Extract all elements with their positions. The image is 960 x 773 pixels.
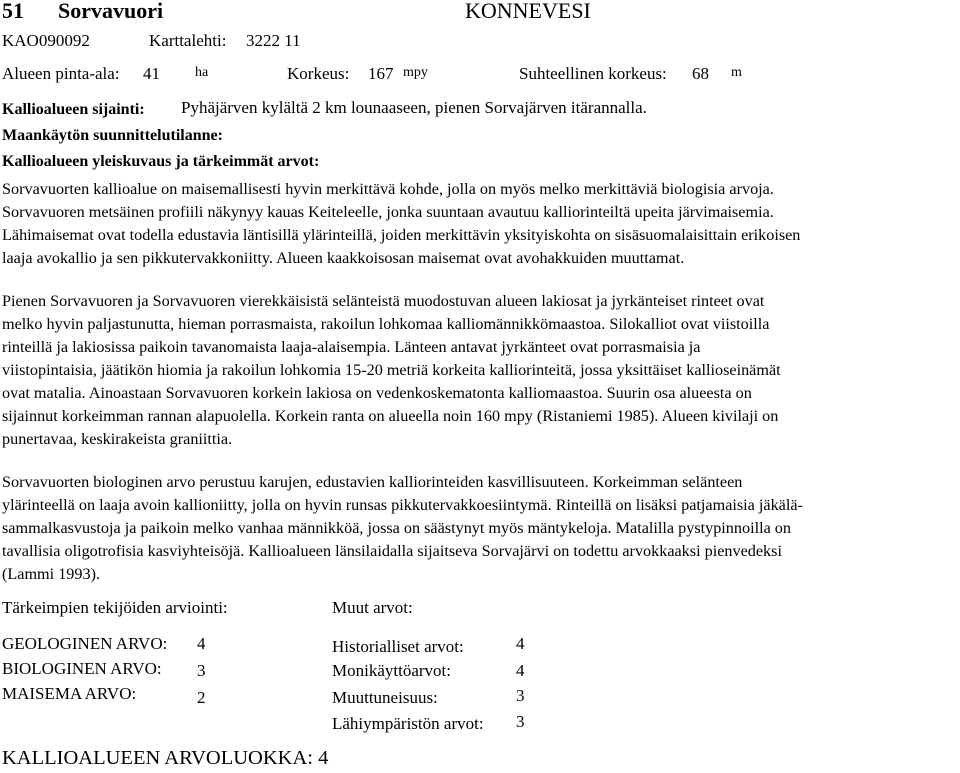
site-number: 51 (2, 0, 24, 23)
paragraph-line: Sorvavuorten biologinen arvo perustuu karujen, edustavien kalliorinteiden kasvillisuuteen. Korkeimman selänteen (2, 473, 743, 491)
paragraph-line: punertavaa, keskirakeista graniittia. (2, 430, 233, 448)
area-value: 41 (143, 64, 160, 83)
overview-heading: Kallioalueen yleiskuvaus ja tärkeimmät arvot: (2, 153, 320, 170)
overview-paragraph-1 (2, 178, 958, 270)
paragraph-line: rinteillä ja lakiosissa paikoin tavanomaista laaja-alaisempia. Länteen antavat jyrkänteet ovat porrasmaisia ja (2, 338, 701, 356)
historical-values-label: Historialliset arvot: (332, 637, 464, 656)
biological-value: 3 (197, 661, 206, 680)
geological-value: 4 (197, 634, 206, 653)
multiuse-values-label: Monikäyttöarvot: (332, 661, 451, 680)
value-class: KALLIOALUEEN ARVOLUOKKA: 4 (2, 747, 329, 769)
paragraph-line: Pienen Sorvavuoren ja Sorvavuoren vierekkäisistä selänteistä muodostuvan alueen lakiosat ja jyrkänteiset rinteet ovat (2, 292, 765, 310)
historical-values-value: 4 (516, 634, 525, 653)
landscape-value: 2 (197, 688, 206, 707)
multiuse-values-value: 4 (516, 661, 525, 680)
height-value: 167 (368, 64, 394, 83)
surroundings-values-value: 3 (516, 712, 525, 731)
height-unit: mpy (403, 65, 428, 80)
surroundings-values-label: Lähiympäristön arvot: (332, 714, 484, 733)
alteration-value: 3 (516, 686, 525, 705)
site-name: Sorvavuori (58, 0, 164, 23)
geological-value-label: GEOLOGINEN ARVO: (2, 634, 168, 653)
paragraph-line: Sorvavuoren metsäinen profiili näkynyy kauas Keiteleelle, jonka suuntaan avautuu kalliorinteiltä upeita järvimaisemia. (2, 203, 774, 221)
location-label: Kallioalueen sijainti: (2, 101, 145, 118)
landscape-value-label: MAISEMA ARVO: (2, 684, 137, 703)
biological-value-label: BIOLOGINEN ARVO: (2, 659, 162, 678)
area-label: Alueen pinta-ala: (2, 64, 120, 83)
geology-paragraph (2, 290, 958, 451)
area-unit: ha (195, 65, 209, 80)
site-code: KAO090092 (2, 31, 90, 50)
paragraph-line: melko hyvin paljastunutta, hieman porrasmaista, rakoilun lohkomaa kalliomännikkömaastoa. Silokalliot ovat viistoilla (2, 315, 770, 333)
location-text: Pyhäjärven kylältä 2 km lounaaseen, pienen Sorvajärven itärannalla. (181, 98, 647, 117)
paragraph-line: laaja avokallio ja sen pikkutervakkoniitty. Alueen kaakkoisosan maisemat ovat avohakkuiden muuttamat. (2, 249, 685, 267)
main-assessment-heading: Tärkeimpien tekijöiden arviointi: (2, 598, 228, 617)
map-sheet-value: 3222 11 (246, 31, 301, 50)
municipality: KONNEVESI (465, 0, 591, 23)
biology-paragraph (2, 471, 958, 586)
paragraph-line: Sorvavuorten kallioalue on maisemallisesti hyvin merkittävä kohde, jolla on myös melko merkittäviä biologisia arvoja. (2, 180, 774, 198)
paragraph-line: Lähimaisemat ovat todella edustavia läntisillä ylärinteillä, joiden merkittävin yksityiskohta on sisäsuomalaisittain erikoisen (2, 226, 801, 244)
alteration-label: Muuttuneisuus: (332, 688, 438, 707)
land-use-heading: Maankäytön suunnittelutilanne: (2, 127, 223, 144)
map-sheet-label: Karttalehti: (149, 31, 227, 50)
relative-height-label: Suhteellinen korkeus: (519, 64, 667, 83)
paragraph-line: ylärinteellä on laaja avoin kallioniitty, jolla on hyvin runsas pikkutervakkoesiintymä. Rinteillä on lisäksi patjamaisia jäkälä- (2, 496, 803, 514)
paragraph-line: (Lammi 1993). (2, 565, 101, 583)
relative-height-value: 68 (692, 64, 709, 83)
paragraph-line: viistopintaisia, jäätikön hiomia ja rakoilun lohkomia 15-20 metriä korkeita kalliorinteitä, jossa yksittäiset kallioseinämät (2, 361, 781, 379)
relative-height-unit: m (731, 65, 742, 80)
paragraph-line: sammalkasvustoja ja paikoin melko vanhaa männikköä, jossa on säästynyt myös mäntykeloja. Matalilla pystypinnoilla on (2, 519, 791, 537)
other-values-heading: Muut arvot: (332, 598, 413, 617)
height-label: Korkeus: (287, 64, 350, 83)
paragraph-line: ovat matalia. Ainoastaan Sorvavuoren korkein lakiosa on vedenkoskematonta kalliomaastoa. Suurin osa alueesta on (2, 384, 752, 402)
paragraph-line: tavallisia oligotrofisia kasviyhteisöjä. Kallioalueen länsilaidalla sijaitseva Sorvajärvi on todettu arvokkaaksi pienvedeksi (2, 542, 782, 560)
paragraph-line: sijainnut korkeimman rannan alapuolella. Korkein ranta on alueella noin 160 mpy (Ristaniemi 1985). Alueen kivilaji on (2, 407, 779, 425)
